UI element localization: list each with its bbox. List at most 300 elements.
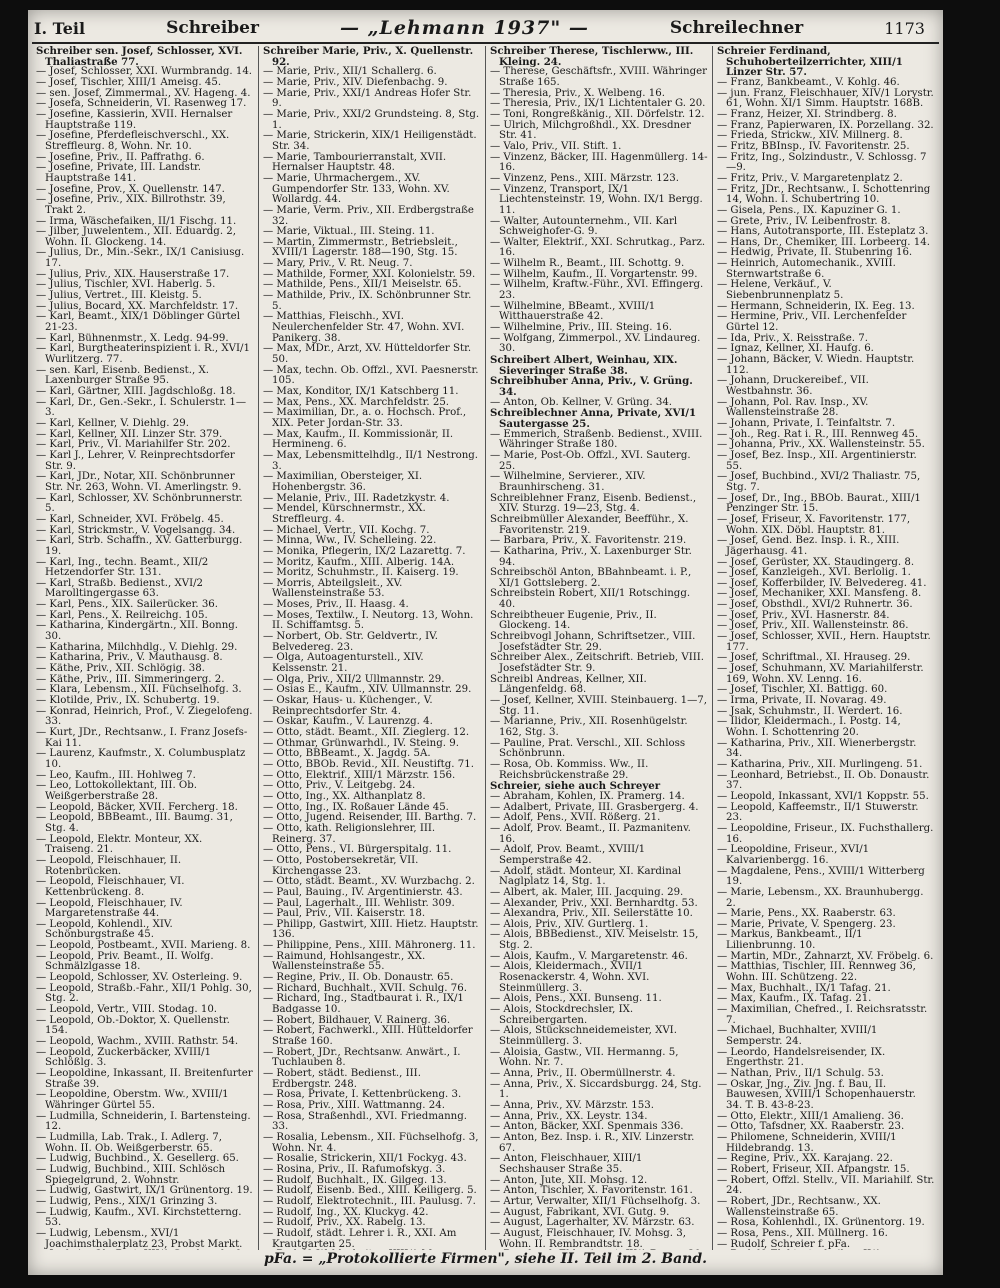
directory-entry: — Josef, Bez. Insp., XII. Argentinierstr. 55. <box>717 449 917 472</box>
directory-entry: — Ida, Priv., X. Reisstraße. 7. <box>717 332 868 344</box>
header-rule <box>32 42 939 44</box>
directory-entry: — Vinzenz, Transport, IX/1 Liechtensteinstr. 19, Wohn. IX/1 Bergg. 11. <box>490 183 703 216</box>
directory-entry: — Alexandra, Priv., XII. Seilerstätte 10. <box>490 908 693 920</box>
directory-entry: — Philipp, Gastwirt, XIII. Hietz. Hauptstr. 136. <box>263 918 479 941</box>
directory-entry: — Marie, Strickerin, XIX/1 Heiligenstädt. Str. 34. <box>263 130 477 152</box>
directory-entry: — Rosina, Priv., II. Rafumofskyg. 3. <box>263 1163 446 1175</box>
directory-entry: — Monika, Pflegerin, IX/2 Lazarettg. 7. <box>263 545 466 557</box>
directory-entry: — Fritz, JDr., Rechtsanw., I. Schottenring 14, Wohn. I. Schubertring 10. <box>717 183 931 206</box>
directory-entry: — Gisela, Pens., IX. Kapuziner G. 1. <box>717 204 901 216</box>
directory-entry: — Otto, Priv., V. Leitgebg. 24. <box>263 780 416 792</box>
directory-entry: — Otto, Elektrif., XIII/1 Märzstr. 156. <box>263 769 456 781</box>
directory-entry: — Markus, Bankbeamt., II/1 Lilienbrunng. 10. <box>717 929 863 952</box>
directory-entry: — Maximilian, Obersteiger, XI. Hohenbergstr. 36. <box>263 471 423 493</box>
directory-entry: — Käthe, Priv., III. Simmeringerg. 2. <box>36 673 225 685</box>
directory-entry: — Mathilde, Pens., XII/1 Meiselstr. 65. <box>263 279 462 291</box>
directory-entry: — Ilidor, Kleidermach., I. Postg. 14, Wohn. I. Schottenring 20. <box>717 716 901 738</box>
directory-entry: — Franz, Heizer, XI. Strindberg. 8. <box>717 108 897 120</box>
directory-entry: — Leopold, Kaffeemstr., II/1 Stuwerstr. 23. <box>717 801 919 824</box>
directory-entry: — Rosa, Private, I. Kettenbrückeng. 3. <box>263 1089 462 1101</box>
directory-entry: — Josef, Obsthdl., XVI/2 Ruhnertr. 36. <box>717 599 913 611</box>
directory-entry: — Helene, Verkäuf., V. Siebenbrunnenplatz 5. <box>717 279 844 302</box>
directory-entry: — Rudolf, Eisenb. Bed., XIII. Keiligerg. 5. <box>263 1185 477 1197</box>
directory-entry: Schreiber Alex., Zeitschrift. Betrieb, VIII. Josefstädter Str. 9. <box>490 652 705 675</box>
directory-entry: — Ludmilla, Lab. Trak., I. Adlerg. 7, Wohn. II. Ob. Weißgerberstr. 65. <box>36 1131 222 1154</box>
directory-entry: — Leopoldine, Friseur., XVI/1 Kalvarienbergg. 16. <box>717 844 870 866</box>
directory-entry: — Marie, Uhrmachergem., XV. Gumpendorfer Str. 133, Wohn. XV. Wollardg. 44. <box>263 172 450 206</box>
directory-entry: — Oskar, Kaufm., V. Laurenzg. 4. <box>263 716 433 728</box>
directory-entry: — Max, Konditor, IX/1 Katschberg 11. <box>263 386 459 397</box>
directory-entry: Schreibstein Robert, XII/1 Rotschingg. 40. <box>490 588 691 611</box>
directory-entry: — Wilhelmine, BBeamt., XVIII/1 Witthauerstraße 42. <box>490 300 656 323</box>
directory-entry: — Katharina, Priv., V. Mauthausg. 8. <box>36 652 223 664</box>
directory-entry: Schreibschöl Anton, BBahnbeamt. i. P., XI/1 Gottsleberg. 2. <box>490 567 692 589</box>
directory-entry: — Minna, Ww., IV. Schelleing. 22. <box>263 535 437 547</box>
directory-entry: — Leopold, Wachm., XVIII. Rathstr. 54. <box>36 1036 239 1048</box>
directory-entry: — Rosa, Ob. Kommiss. Ww., II. Reichsbrückenstraße 29. <box>490 758 649 781</box>
directory-entry: — Karl, Kellner, XII. Linzer Str. 379. <box>36 428 223 440</box>
directory-entry: Schreibtheuer Eugenie, Priv., II. Glockeng. 14. <box>490 609 657 632</box>
directory-entry: — Alois, BBBedienst., XIV. Meiselstr. 15, Stg. 2. <box>490 929 699 952</box>
directory-entry: Schreibl Andreas, Kellner, XII. Längenfeldg. 68. <box>490 673 647 696</box>
directory-entry: — Karl, Schlosser, XV. Schönbrunnerstr. 5. <box>36 492 243 515</box>
directory-entry: — Alois, Kaufm., V. Margaretenstr. 46. <box>490 950 688 962</box>
directory-entry: — Abraham, Kohlen, IX. Pramerg. 14. <box>490 790 685 802</box>
directory-entry: — sen. Karl, Eisenb. Bedienst., X. Laxenburger Straße 95. <box>36 364 209 387</box>
directory-entry: — Josef, Buchbind., XVI/2 Thaliastr. 75, Stg. 7. <box>717 471 921 493</box>
directory-entry: — Leopoldine, Inkassant, II. Breitenfurter Straße 39. <box>36 1068 253 1090</box>
directory-entry: — Josef, Gerüster, XX. Staudingerg. 8. <box>717 556 915 568</box>
directory-entry: — Klotilde, Priv., IX. Schubertg. 19. <box>36 695 220 707</box>
directory-entry: — Otto, kath. Religionslehrer, III. Reinerg. 37. <box>263 822 436 845</box>
directory-entry: — Jilber, Juwelentem., XII. Eduardg. 2, Wohn. II. Glockeng. 14. <box>36 226 237 248</box>
directory-entry: — Paul, Priv., VII. Kaiserstr. 18. <box>263 908 426 920</box>
directory-entry: — Fritz, Ing., Solzindustr., V. Schlossg. 7—9. <box>717 151 927 174</box>
directory-entry: — Otto, städt. Beamt., XV. Wurzbachg. 2. <box>263 876 475 888</box>
directory-entry: — Leopold, Straßb.-Fahr., XII/1 Pohlg. 30, Stg. 2. <box>36 982 252 1005</box>
directory-entry: — August, Lagerhalter, XV. Märzstr. 63. <box>490 1217 695 1229</box>
directory-entry: — Robert, JDr., Rechtsanw., XX. Wallensteinstraße 65. <box>717 1195 881 1218</box>
directory-entry: — Katharina, Priv., XII. Wienerbergstr. 34. <box>717 737 917 760</box>
directory-entry: — Karl, Strickmstr., V. Vogelsangg. 34. <box>36 524 236 536</box>
column-1 <box>32 46 259 1250</box>
directory-entry: — Josefine, Private, III. Landstr. Hauptstraße 141. <box>36 162 201 184</box>
directory-entry: — Johann, Private, I. Teinfaltstr. 7. <box>717 417 896 429</box>
directory-entry: — Marie, Verm. Priv., XII. Erdbergstraße 32. <box>263 204 474 227</box>
column-3 <box>486 46 713 1250</box>
directory-entry: — Rosa, Pens., XII. Müllnerg. 16. <box>717 1227 888 1239</box>
directory-entry: — Anton, Jute, XII. Mohsg. 12. <box>490 1174 648 1186</box>
directory-entry: — Josef, Mechaniker, XXI. Mansfeng. 8. <box>717 588 922 600</box>
directory-entry: — Adolf, Prov. Beamt., XVIII/1 Semperstraße 42. <box>490 844 646 866</box>
directory-entry: — Otto, Pens., VI. Bürgerspitalg. 11. <box>263 844 452 856</box>
directory-entry: — Otto, BBBeamt., X. Jagdg. 5A. <box>263 748 431 760</box>
page-number: 1173 <box>884 18 925 38</box>
directory-entry: — Marie, Priv., XXI/2 Grundsteing. 8, Stg. 1. <box>263 108 480 131</box>
directory-entry: — Josefine, Prov., X. Quellenstr. 147. <box>36 183 225 195</box>
directory-entry: — Josef, Kanzleigeh., XVI. Berlolig. 1. <box>717 567 911 579</box>
directory-entry: — Konrad, Heinrich, Prof., V. Ziegelofeng. 33. <box>36 705 253 728</box>
directory-entry: — Johann, Druckereibef., VII. Westbahnstr. 36. <box>717 375 869 397</box>
directory-entry: — Marie, Priv., XIV. Diefenbachg. 9. <box>263 76 448 88</box>
directory-entry: — Anton, Ob. Kellner, V. Grüng. 34. <box>490 396 673 408</box>
directory-entry: — Wolfgang, Zimmerpol., XV. Lindaureg. 30. <box>490 332 701 355</box>
directory-entry: — sen. Josef, Zimmermal., XV. Hageng. 4. <box>36 87 251 99</box>
directory-entry: — Moritz, Schuhmstr., II. Kaiserg. 19. <box>263 567 459 579</box>
directory-entry: — Max, Lebensmittelhdlg., II/1 Nestrong. 3. <box>263 449 479 472</box>
directory-entry: — Richard, Buchhalt., XVII. Schulg. 76. <box>263 982 467 994</box>
directory-entry: — Mathilde, Priv., IX. Schönbrunner Str. 5. <box>263 290 472 312</box>
directory-entry: — Robert, städt. Bedienst., III. Erdbergstr. 248. <box>263 1068 421 1090</box>
directory-entry: — Ludwig, Pens., XIX/1 Grinzing 3. <box>36 1195 218 1207</box>
directory-entry: Schreiblechner Anna, Private, XVI/1 Sautergasse 25. <box>490 407 697 430</box>
directory-entry: — Leopold, Elektr. Monteur, XX. Traiseng. 21. <box>36 833 203 856</box>
directory-entry: — Rudolf, Schreier f. pFa. <box>717 1238 851 1250</box>
directory-entry: — Karl, Pens., X. Reilreichg. 105. <box>36 609 208 621</box>
directory-entry: — Irma, Wäschefaiken, II/1 Fischg. 11. <box>36 215 237 227</box>
directory-entry: — Käthe, Priv., XII. Schlögig. 38. <box>36 663 205 675</box>
directory-entry: — Alois, Stückschneidemeister, XVI. Steinmüllerg. 3. <box>490 1025 677 1048</box>
directory-entry: — Melanie, Priv., III. Radetzkystr. 4. <box>263 492 450 504</box>
directory-entry: Schreibvogl Johann, Schriftsetzer., VIII. Josefstädter Str. 29. <box>490 631 696 653</box>
directory-entry: — Grete, Priv., IV. Leibenfrostr. 8. <box>717 215 891 227</box>
directory-entry: — Wilhelmine, Servierer., XIV. Braunhirscheng. 31. <box>490 471 646 493</box>
directory-entry: — Karl, Strb. Schaffn., XV. Gatterburgg. 19. <box>36 535 243 557</box>
directory-entry: — Klara, Lebensm., XII. Füchselhofg. 3. <box>36 684 242 696</box>
directory-entry: — Marie, Viktual., III. Steing. 11. <box>263 226 435 238</box>
directory-entry: — Rudolf, Priv., XX. Rabelg. 13. <box>263 1217 426 1229</box>
directory-entry: — Leopoldine, Friseur., IX. Fuchsthallerg. 16. <box>717 822 934 845</box>
right-keyword: Schreilechner <box>669 18 804 38</box>
directory-entry: — Toni, Rongreßkänig., XII. Dörfelstr. 12. <box>490 108 705 120</box>
directory-entry: — Philomene, Schneiderin, XVIII/1 Hildebrandg. 13. <box>717 1131 897 1154</box>
directory-entry: — Leopold, Inkassant, XVI/1 Koppstr. 55. <box>717 790 929 802</box>
directory-entry: — Theresia, Priv., IX/1 Lichtentaler G. 20. <box>490 98 706 110</box>
directory-entry: — Leopold, Bäcker, XVII. Fercherg. 18. <box>36 801 238 813</box>
footer-note: pFa. = „Protokollierte Firmen", siehe II. Teil im 2. Band. <box>264 1251 707 1267</box>
directory-entry: — Osias E., Kaufm., XIV. Ullmannstr. 29. <box>263 684 472 696</box>
directory-entry: — Rudolf, städt. Lehrer i. R., XXI. Am Krautgarten 25. <box>263 1227 457 1250</box>
directory-entry: — Marie, Private, V. Spengerg. 23. <box>717 918 896 930</box>
directory-entry: — Aloisia, Gastw., VII. Hermanng. 5, Wohn. Nr. 7. <box>490 1046 679 1069</box>
directory-entry: — Rudolf, Ing., XX. Kluckyg. 42. <box>263 1206 429 1218</box>
directory-entry: — Alois, Priv., XIV. Gurtlerg. 1. <box>490 918 649 930</box>
directory-entry: — Barbara, Priv., X. Favoritenstr. 219. <box>490 535 687 547</box>
directory-entry: — Leopold, Zuckerbäcker, XVIII/1 Schlößlg. 3. <box>36 1046 212 1069</box>
directory-entry: — Leopold, Postbeamt., XVII. Marieng. 8. <box>36 940 251 952</box>
directory-entry: — Karl, Bühnenmstr., X. Ledg. 94-99. <box>36 332 229 344</box>
directory-entry: — Rudolf, Buchhalt., IX. Gilgeg. 13. <box>263 1174 447 1186</box>
directory-entry: — Alois, Kleidermach., XVII/1 Rosenackerstr. 4, Wohn. XVI. Steinmüllerg. 3. <box>490 961 650 994</box>
directory-entry: — Karl, Kellner, V. Diehlg. 29. <box>36 417 189 429</box>
directory-entry: — Magdalene, Pens., XVIII/1 Witterberg 19. <box>717 865 925 888</box>
directory-entry: — Otto, Tafsdner, XX. Raaberstr. 23. <box>717 1121 905 1133</box>
directory-entry: — Wilhelm R., Beamt., III. Schottg. 9. <box>490 258 685 270</box>
directory-entry: — Julius, Tischler, XVI. Haberlg. 5. <box>36 279 216 291</box>
directory-entry: — Leo, Kaufm., III. Hohlweg 7. <box>36 769 196 781</box>
directory-entry: — Joh., Reg. Rat i. R., III. Rennweg 45. <box>717 428 919 440</box>
directory-entry: Schreiblehner Franz, Eisenb. Bedienst., XIV. Sturzg. 19—23, Stg. 4. <box>490 492 697 515</box>
directory-entry: — Max, MDr., Arzt, XV. Hütteldorfer Str. 50. <box>263 343 472 366</box>
directory-entry: — Ludwig, Lebensm., XVI/1 Joachimsthalerplatz 23, Probst Markt. <box>36 1227 243 1250</box>
directory-entry: — Vinzenz, Bäcker, III. Hagenmüllerg. 14-16. <box>490 151 708 174</box>
directory-entry: — Josef, Schlosser, XXI. Wurmbrandg. 14. <box>36 66 253 78</box>
directory-entry: — Therese, Geschäftsfr., XVIII. Währinger Straße 165. <box>490 66 707 88</box>
directory-entry: — Vinzenz, Pens., XIII. Märzstr. 123. <box>490 172 679 184</box>
directory-entry: — Karl, Burgtheaterinspizient i. R., XVI/1 Wurlitzerg. 77. <box>36 343 250 366</box>
directory-entry: — Julius, Dr., Min.-Sekr., IX/1 Canisiusg. 17. <box>36 247 245 270</box>
directory-entry: — Josef, Schuhmann, XV. Mariahilferstr. 169, Wohn. XV. Lenng. 16. <box>717 663 924 685</box>
directory-entry: — Leopold, Fleischhauer, IV. Margaretenstraße 44. <box>36 897 183 920</box>
directory-entry: — Marie, Lebensm., XX. Braunhubergg. 2. <box>717 886 924 909</box>
entry-columns <box>32 46 939 1250</box>
directory-entry: — Wilhelm, Kraftw.-Führ., XVI. Effingerg. 23. <box>490 279 704 302</box>
directory-entry: — Paul, Lagerhalt., III. Wehlistr. 309. <box>263 897 455 909</box>
left-keyword: Schreiber <box>166 18 259 38</box>
directory-entry: — Rosa, Kohlenhdl., IX. Grünentorg. 19. <box>717 1217 925 1229</box>
directory-entry: — Matthias, Tischler, III. Rennweg 36, Wohn. III. Schützeng. 22. <box>717 961 916 984</box>
directory-entry: — Nathan, Priv., II/1 Schulg. 53. <box>717 1068 884 1079</box>
directory-entry: — Otto, Jugend. Reisender, III. Barthg. 7. <box>263 812 477 824</box>
directory-entry: — Valo, Priv., VII. Stift. 1. <box>490 140 622 152</box>
directory-entry: — Adolf, Pens., XVII. Rößerg. 21. <box>490 812 661 824</box>
column-2 <box>259 46 486 1250</box>
directory-entry: — Walter, Autounternehm., VII. Karl Schweighofer-G. 9. <box>490 215 678 238</box>
directory-entry: — Frieda, Strickw., XIV. Millnerg. 8. <box>717 130 903 142</box>
directory-entry: — Ludwig, Buchbind., X. Gesellerg. 65. <box>36 1153 239 1165</box>
directory-entry: — August, Fleischhauer, IV. Mohsg. 3, Wohn. II. Rembrandtstr. 18. <box>490 1227 686 1250</box>
directory-entry: — Otto, Ing., XX. Althanplatz 8. <box>263 790 426 802</box>
directory-entry: — Hermine, Priv., VII. Lerchenfelder Gürtel 12. <box>717 311 907 334</box>
directory-entry: — Moritz, Kaufm., XIII. Alberig. 14A. <box>263 556 455 568</box>
directory-entry: — Max, Buchhalt., IX/1 Tafag. 21. <box>717 982 891 994</box>
directory-entry: — Johanna, Priv., XX. Wallensteinstr. 55. <box>717 439 925 451</box>
directory-entry: — Katharina, Priv., X. Laxenburger Str. 94. <box>490 545 692 568</box>
directory-entry: Schreibmüller Alexander, Beefführ., X. Favoritenstr. 219. <box>490 513 689 536</box>
directory-entry: — Anna, Priv., II. Obermüllnerstr. 4. <box>490 1068 676 1079</box>
directory-entry: — Josef, Gend. Bez. Insp. i. R., XIII. Jägerhausg. 41. <box>717 535 900 557</box>
directory-entry: — Julius, Vertret., III. Kleistg. 5. <box>36 290 202 302</box>
directory-entry: — Karl, Beamt., XIX/1 Döblinger Gürtel 21-23. <box>36 311 240 334</box>
directory-entry: — Karl, Schneider, XVI. Fröbelg. 45. <box>36 513 224 525</box>
directory-entry: — Adolf, städt. Monteur, XI. Kardinal Naglplatz 14, Stg. 1. <box>490 865 682 888</box>
directory-entry: — Leonhard, Betriebst., II. Ob. Donaustr. 37. <box>717 769 930 792</box>
directory-entry: — Leopold, Schlosser, XV. Osterleing. 9. <box>36 972 243 984</box>
directory-entry: — Karl, Straßb. Bedienst., XVI/2 Marolltingergasse 63. <box>36 577 204 600</box>
directory-entry: Schreiber Therese, Tischlerww., III. Kleing. 24. <box>490 46 694 68</box>
directory-entry: — Alois, Stockdrechsler, IX. Schreibergarten. <box>490 1004 634 1026</box>
directory-entry: — Fritz, BBInsp., IV. Favoritenstr. 25. <box>717 140 910 152</box>
directory-entry: — Josefine, Pferdefleischverschl., XX. Streffleurg. 8, Wohn. Nr. 10. <box>36 130 230 152</box>
directory-entry: — Otto, Ing., IX. Roßauer Lände 45. <box>263 801 449 813</box>
directory-entry: — Maximilian, Dr., a. o. Hochsch. Prof., XIX. Peter Jordan-Str. 33. <box>263 407 467 429</box>
directory-entry: — Ulrich, Milchgroßhdl., XX. Dresdner Str. 41. <box>490 119 691 142</box>
directory-entry: — August, Fabrikant, XVI. Gutg. 9. <box>490 1206 670 1218</box>
directory-entry: — Josef, Schlosser, XVII., Hern. Hauptstr. 177. <box>717 631 931 653</box>
directory-entry: — Pauline, Prat. Verschl., XII. Schloss Schönbrunn. <box>490 737 686 760</box>
directory-entry: — Josef, Dr., Ing., BBOb. Baurat., XIII/1 Penzinger Str. 15. <box>717 492 921 515</box>
directory-entry: — Robert, Bildhauer, V. Rainerg. 36. <box>263 1014 451 1026</box>
directory-entry: — Anna, Priv., X. Siccardsburgg. 24, Stg. 1. <box>490 1078 702 1101</box>
directory-entry: — Wilhelm, Kaufm., II. Vorgartenstr. 99. <box>490 268 698 280</box>
directory-entry: — Oskar, Jng., Ziv. Jng. f. Bau, II. Bauwesen, XVIII/1 Schopenhauerstr. 34. T. B. 43-8-23. <box>717 1078 916 1111</box>
directory-entry: Schreiber Marie, Priv., X. Quellenstr. 92. <box>263 46 474 68</box>
directory-entry: — Morris, Abteilgsleit., XV. Wallensteinstraße 53. <box>263 577 403 600</box>
directory-entry: — Anna, Priv., XV. Märzstr. 153. <box>490 1099 654 1111</box>
directory-entry: — Leopold, Vertr., VIII. Stodag. 10. <box>36 1004 218 1016</box>
directory-entry: — Max, Kaufm., II. Kommissionär, II. Hermineng. 6. <box>263 428 454 451</box>
directory-entry: — Marie, Priv., XII/1 Schallerg. 6. <box>263 66 437 78</box>
directory-entry: — Martin, Zimmermstr., Betriebsleit., XVIII/1 Lagerstr. 188—190, Stg. 15. <box>263 236 458 259</box>
directory-entry: Schreibert Albert, Weinhau, XIX. Sieveringer Straße 38. <box>490 354 678 377</box>
directory-entry: — Leopold, Priv. Beamt., II. Wolfg. Schmälzlgasse 18. <box>36 950 214 973</box>
directory-entry: — Mathilde, Former, XXI. Kolonielstr. 59. <box>263 268 476 280</box>
directory-entry: — Regine, Priv., II. Ob. Donaustr. 65. <box>263 972 454 984</box>
directory-entry: — Adalbert, Private, III. Grasbergerg. 4. <box>490 801 699 813</box>
directory-entry: — Leopoldine, Oberstm. Ww., XVIII/1 Währinger Gürtel 55. <box>36 1089 229 1111</box>
directory-entry: — Moses, Priv., II. Haasg. 4. <box>263 599 409 611</box>
part-label: I. Teil <box>34 18 86 38</box>
directory-entry: — Leopold, Ob.-Doktor, X. Quellenstr. 154. <box>36 1014 230 1037</box>
directory-title: — „Lehmann 1937" — <box>339 17 589 39</box>
directory-entry: — Leordo, Handelsreisender, IX. Engerthstr. 21. <box>717 1046 886 1069</box>
directory-entry: — Ludmilla, Schneiderin, I. Bartensteing. 12. <box>36 1110 251 1133</box>
directory-entry: — Josef, Priv., XVI. Hasnerstr. 84. <box>717 609 890 621</box>
directory-entry: — Alois, Pens., XXI. Bunseng. 11. <box>490 993 662 1005</box>
directory-entry: — Wilhelmine, Priv., III. Steing. 16. <box>490 322 672 334</box>
directory-entry: — Theresia, Priv., X. Welbeng. 16. <box>490 87 665 99</box>
directory-entry: — Jsak, Schuhmstr., II. Werdert. 16. <box>717 705 903 717</box>
directory-entry: — Mary, Priv., V. Rt. Neug. 7. <box>263 258 413 270</box>
directory-entry: — Leopold, Kohlendl., XIV. Schönburgstraße 45. <box>36 918 173 941</box>
directory-entry: — Hermann, Schneiderin, IX. Eeg. 13. <box>717 300 915 312</box>
directory-entry: — Karl J., Lehrer, V. Reinprechtsdorfer Str. 9. <box>36 449 235 472</box>
directory-entry: — Leopold, BBBeamt., III. Baumg. 31, Stg. 4. <box>36 812 233 834</box>
directory-entry: — Josefine, Priv., II. Paffrathg. 6. <box>36 151 205 163</box>
directory-entry: — Robert, Friseur, XII. Afpangstr. 15. <box>717 1163 910 1175</box>
directory-entry: — Heinrich, Automechanik., XVIII. Sternwartstraße 6. <box>717 258 896 280</box>
directory-entry: — Karl, Pens., XIX. Sailerücker. 36. <box>36 599 219 611</box>
directory-entry: — Rosa, Priv., XIII. Wattmanng. 24. <box>263 1099 445 1111</box>
directory-entry: — Franz, Bankbeamt., V. Kohlg. 46. <box>717 76 900 88</box>
directory-entry: — Rudolf, Elektrotechnit., III. Paulusg. 7. <box>263 1195 476 1207</box>
directory-entry: — Leopold, Fleischhauer, II. Rotenbrücken. <box>36 854 182 877</box>
directory-entry: — Josefa, Schneiderin, VI. Rasenweg 17. <box>36 98 247 110</box>
directory-entry: — Josef, Tischler, XI. Battigg. 60. <box>717 684 888 696</box>
directory-entry: — Julius, Priv., XIX. Hauserstraße 17. <box>36 268 230 280</box>
directory-entry: — Anton, Fleischhauer, XIII/1 Sechshauser Straße 35. <box>490 1153 643 1175</box>
directory-entry: — Julius, Bocard, XX. Marchfeldstr. 17. <box>36 300 239 312</box>
directory-entry: — Albert, ak. Maler, III. Jacquing. 29. <box>490 886 684 898</box>
directory-entry: — Max, Kaufm., IX. Tafag. 21. <box>717 993 872 1005</box>
directory-entry: — Johann, Bäcker, V. Wiedn. Hauptstr. 112. <box>717 354 915 376</box>
directory-entry: — Robert, JDr., Rechtsanw. Anwärt., I. Tuchlauben 8. <box>263 1046 461 1069</box>
directory-entry: — Otto, Elektr., XIII/1 Amalieng. 36. <box>717 1110 904 1122</box>
directory-entry: — Ludwig, Gastwirt, IX/1 Grünentorg. 19. <box>36 1185 253 1197</box>
directory-entry: — Philippine, Pens., XIII. Mähronerg. 11. <box>263 940 476 952</box>
directory-page <box>28 10 943 1275</box>
directory-entry: — Raimund, Hohlsangestr., XX. Wallensteinstraße 55. <box>263 950 426 973</box>
directory-entry: — Rosalie, Strickerin, XII/1 Fockyg. 43. <box>263 1153 467 1165</box>
directory-entry: — Hans, Dr., Chemiker, III. Lorbeerg. 14. <box>717 236 930 248</box>
directory-entry: — Hans, Autotransporte, III. Esteplatz 3. <box>717 226 929 238</box>
directory-entry: — Marie, Pens., XX. Raaberstr. 63. <box>717 908 896 920</box>
directory-entry: — Anton, Tischler, X. Favoritenstr. 161. <box>490 1185 693 1197</box>
directory-entry: — Karl, Gärtner, XIII. Jagdschloßg. 18. <box>36 386 236 397</box>
directory-entry: — Olga, Priv., XII/2 Ullmannstr. 29. <box>263 673 445 685</box>
directory-entry: — Katharina, Priv., XII. Murlingeng. 51. <box>717 758 923 770</box>
directory-entry: — Kurt, JDr., Rechtsanw., I. Franz Josefs-Kai 11. <box>36 727 248 749</box>
directory-entry: — Oskar, Haus- u. Küchenger., V. Reinprechtsdorfer Str. 4. <box>263 695 433 717</box>
directory-entry: — Katharina, Milchhdlg., V. Diehlg. 29. <box>36 641 238 653</box>
directory-entry: — Olga, Autoagenturstell., XIV. Kelssenstr. 21. <box>263 652 424 675</box>
directory-entry: — Karl, Ing., techn. Beamt., XII/2 Hetzendorfer Str. 131. <box>36 556 209 579</box>
directory-entry: — jun. Franz, Fleischhauer, XIV/1 Lorystr. 61, Wohn. XI/1 Simm. Hauptstr. 168B. <box>717 87 934 110</box>
directory-entry: — Johann, Pol. Rav. Insp., XV. Wallensteinstraße 28. <box>717 396 869 419</box>
directory-entry: — Josefine, Kassierin, XVII. Hernalser Hauptstraße 119. <box>36 108 233 131</box>
directory-entry: — Regine, Priv., XX. Karajang. 22. <box>717 1153 893 1165</box>
directory-entry: — Max, techn. Ob. Offzl., XVI. Paesnerstr. 105. <box>263 364 479 387</box>
directory-entry: — Norbert, Ob. Str. Geldvertr., IV. Belvedereg. 23. <box>263 631 438 653</box>
directory-entry: — Rosalia, Lebensm., XII. Füchselhofg. 3, Wohn. Nr. 4. <box>263 1131 479 1154</box>
directory-entry: — Emmerich, Straßenb. Bedienst., XVIII. Währinger Straße 180. <box>490 428 703 451</box>
directory-entry: — Paul, Bauing., IV. Argentinierstr. 43. <box>263 886 463 898</box>
directory-entry: — Marie, Post-Ob. Offzl., XVI. Sauterg. 25. <box>490 449 691 472</box>
directory-entry: — Anton, Bez. Insp. i. R., XIV. Linzerstr. 67. <box>490 1131 695 1154</box>
directory-entry: — Richard, Ing., Stadtbaurat i. R., IX/1 Badgasse 10. <box>263 993 464 1016</box>
directory-entry: Schreier Ferdinand, Schuhoberteilzerrichter, XIII/1 Linzer Str. 57. <box>717 46 903 79</box>
directory-entry: — Robert, Offzl. Stellv., VII. Mariahilf. Str. 24. <box>717 1174 935 1197</box>
directory-entry: — Josefine, Priv., XIX. Billrothstr. 39, Trakt 2. <box>36 194 226 216</box>
directory-entry: — Adolf, Prov. Beamt., II. Pazmanitenv. 16. <box>490 822 691 845</box>
directory-entry: — Hedwig, Private, II. Stubenring 16. <box>717 247 913 259</box>
directory-entry: — Otto, Postobersekretär, VII. Kirchengasse 23. <box>263 854 419 877</box>
directory-entry: — Marie, Priv., XXI/1 Andreas Hofer Str. 9. <box>263 87 472 110</box>
directory-entry: — Katharina, Kindergärtn., XII. Bonng. 30. <box>36 620 239 643</box>
directory-entry: — Rosa, Straßenhdl., XVI. Friedmanng. 33. <box>263 1110 467 1133</box>
directory-entry: — Matthias, Fleischh., XVI. Neulerchenfelder Str. 47, Wohn. XVI. Panikerg. 38. <box>263 311 465 344</box>
directory-entry: Schreiber sen. Josef, Schlosser, XVI. Thaliastraße 77. <box>36 46 243 68</box>
directory-entry: — Max, Pens., XX. Marchfeldstr. 25. <box>263 396 450 408</box>
directory-entry: — Michael, Buchhalter, XVIII/1 Semperstr. 24. <box>717 1025 878 1048</box>
directory-entry: — Fritz, Priv., V. Margaretenplatz 2. <box>717 172 903 184</box>
directory-entry: — Alexander, Priv., XXI. Bernhardtg. 53. <box>490 897 698 909</box>
directory-entry: — Josef, Schriftmal., XI. Hrauseg. 29. <box>717 652 911 664</box>
directory-entry: — Martin, MDr., Zahnarzt, XV. Fröbelg. 6. <box>717 950 934 962</box>
directory-entry: — Marie, Tambourierranstalt, XVII. Hernalser Hauptstr. 48. <box>263 151 447 174</box>
directory-entry: — Artur, Verwalter, XII/1 Füchselhofg. 3. <box>490 1195 701 1207</box>
directory-entry: — Franz, Papierwaren, IX. Porzellang. 32. <box>717 119 934 131</box>
directory-entry: Schreibhuber Anna, Priv., V. Grüng. 34. <box>490 375 693 398</box>
directory-entry: — Otto, städt. Beamt., XII. Zieglerg. 12. <box>263 727 470 738</box>
directory-entry: — Walter, Elektrif., XXI. Schrutkag., Parz. 16. <box>490 236 706 259</box>
column-4 <box>713 46 939 1250</box>
directory-entry: — Moses, Textilw., I. Neutorg. 13, Wohn. II. Schiffamtsg. 5. <box>263 609 474 632</box>
directory-entry: — Leo, Lottokollektant, III. Ob. Weißgerberstraße 28. <box>36 780 198 802</box>
directory-entry: — Michael, Vertr., VII. Kochg. 7. <box>263 524 430 536</box>
directory-entry: — Robert, Fachwerkl., XIII. Hütteldorfer Straße 160. <box>263 1025 473 1048</box>
directory-entry: — Laurenz, Kaufmstr., X. Columbusplatz 10. <box>36 748 246 770</box>
directory-entry: — Mendel, Kürschnermstr., XX. Streffleurg. 4. <box>263 503 426 525</box>
directory-entry: — Anton, Bäcker, XXI. Spenmais 336. <box>490 1121 684 1133</box>
directory-entry: — Ludwig, Kaufm., XVI. Kirchstetterng. 53. <box>36 1206 242 1229</box>
directory-entry: — Josef, Kofferbilder, IV. Belvedereg. 41. <box>717 577 927 589</box>
directory-entry: — Ignaz, Kellner, XI. Haufg. 6. <box>717 343 874 355</box>
directory-entry: — Josef, Tischler, XIII/1 Ameisg. 45. <box>36 76 222 88</box>
directory-entry: — Otto, BBOb. Revid., XII. Neustiftg. 71. <box>263 758 474 770</box>
page-header <box>28 16 943 40</box>
directory-entry: — Josef, Priv., XII. Wallensteinstr. 86. <box>717 620 909 632</box>
